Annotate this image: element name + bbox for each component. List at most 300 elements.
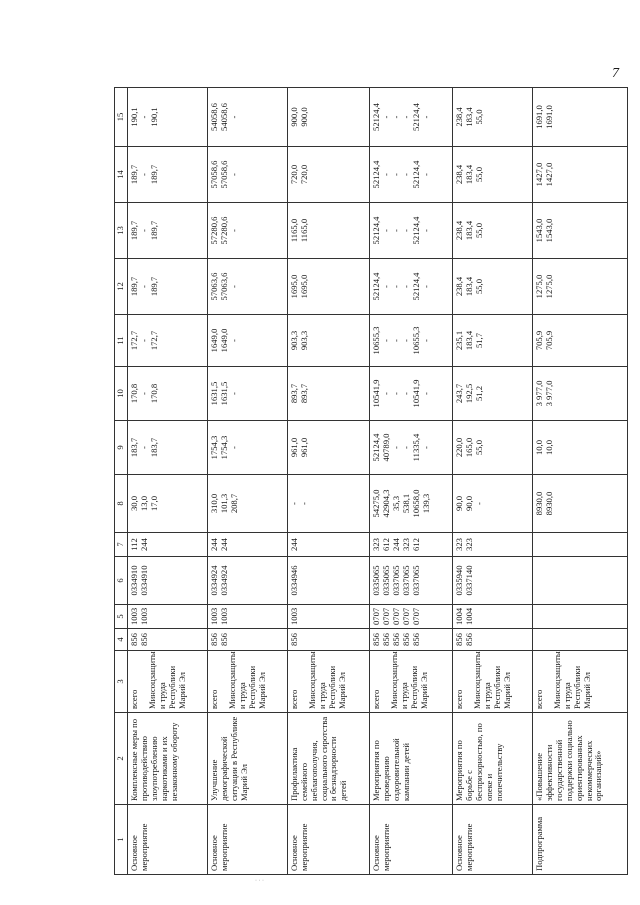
table-cell-col-8	[370, 475, 453, 533]
cell-line: 538,1	[401, 493, 412, 514]
cell-line: -	[401, 339, 412, 342]
cell-line: -	[421, 173, 432, 176]
row-type-cell: Основное мероприятие	[128, 805, 208, 875]
cell-line: -	[228, 339, 239, 342]
table-cell-col-12	[370, 259, 453, 315]
table-cell-col-13	[370, 203, 453, 259]
cell-line: 165,0	[464, 437, 475, 458]
header-cell: 5	[115, 605, 128, 629]
cell-line: 10655,3	[411, 326, 422, 355]
table-cell-col-8	[207, 475, 287, 533]
table-cell-col-7	[533, 533, 628, 557]
cell-line: всего	[371, 689, 382, 709]
header-cell: 7	[115, 533, 128, 557]
cell-line: 90,0	[464, 495, 475, 512]
table-cell-col-9	[533, 421, 628, 475]
cell-line: 856	[381, 633, 392, 646]
cell-line: 1427,0	[544, 162, 555, 187]
cell-line: 183,7	[149, 437, 159, 458]
header-cell: 13	[115, 203, 128, 259]
cell-line: 323	[401, 538, 412, 551]
table-row	[128, 88, 208, 875]
cell-line: 856	[288, 633, 299, 646]
table-cell-col-12	[287, 259, 369, 315]
header-cell: 11	[115, 315, 128, 367]
cell-line: 52124,4	[371, 216, 382, 245]
table-cell-col-5	[207, 605, 287, 629]
cell-line: 0707	[381, 607, 392, 625]
cell-line: 961,0	[288, 437, 299, 458]
cell-line: 1631,5	[208, 381, 219, 406]
cell-line: 189,7	[129, 276, 139, 297]
header-cell: 9	[115, 421, 128, 475]
table-cell-col-7	[453, 533, 533, 557]
table-cell-col-14	[453, 147, 533, 203]
table-cell-col-15	[370, 88, 453, 147]
table-cell-col-4	[287, 629, 369, 651]
cell-line: 52124,4	[371, 272, 382, 301]
cell-line: 1691,0	[544, 105, 555, 129]
cell-line: 0335065	[381, 565, 392, 596]
cell-line: 8930,0	[534, 491, 545, 516]
cell-line: -	[139, 115, 149, 119]
cell-line: -	[421, 229, 432, 232]
cell-line: 0337065	[411, 565, 422, 596]
table-cell-col-3	[207, 651, 287, 713]
cell-line: 10541,9	[411, 379, 422, 408]
cell-line: Минсоцзащиты и труда Республики Марий Эл	[306, 651, 347, 709]
cell-line: 893,7	[288, 383, 299, 404]
table-cell-col-14	[533, 147, 628, 203]
cell-line: -	[298, 502, 309, 505]
page-number: 7	[612, 66, 619, 81]
table-cell-col-12	[453, 259, 533, 315]
budget-table	[114, 87, 628, 875]
table-cell-col-6	[533, 557, 628, 605]
table-cell-col-14	[370, 147, 453, 203]
cell-line: 0337140	[464, 565, 475, 596]
table-row	[287, 88, 369, 875]
cell-line: 900,0	[298, 107, 309, 127]
table-cell-col-5	[453, 605, 533, 629]
cell-line: -	[421, 285, 432, 288]
cell-line: 52124,4	[411, 160, 422, 189]
cell-line: 0707	[411, 607, 422, 625]
header-cell: 6	[115, 557, 128, 605]
cell-line: всего	[288, 689, 299, 709]
cell-line: 0334910	[129, 565, 139, 596]
cell-line: 856	[401, 633, 412, 646]
cell-line: 856	[464, 633, 475, 646]
cell-line: -	[421, 115, 432, 119]
table-cell-col-9	[287, 421, 369, 475]
cell-line: -	[391, 339, 402, 342]
cell-line: 612	[411, 538, 422, 551]
header-cell: 15	[115, 88, 128, 147]
cell-line: 189,7	[129, 164, 139, 185]
cell-line: 3 977,0	[544, 380, 555, 407]
cell-line: 42904,3	[381, 489, 392, 518]
cell-line: 57280,6	[218, 216, 229, 245]
cell-line: 903,3	[298, 330, 309, 351]
cell-line: 856	[454, 633, 465, 646]
cell-line: 10655,3	[371, 326, 382, 355]
cell-line: 51,2	[474, 385, 485, 402]
cell-line: 1754,3	[218, 435, 229, 460]
cell-line: 170,8	[129, 383, 139, 404]
cell-line: 323	[454, 538, 465, 551]
table-cell-col-15	[453, 88, 533, 147]
row-title-cell: Мероприятия по проведению оздоровительной кампании детей	[370, 713, 453, 805]
cell-line: 52124,4	[371, 433, 382, 462]
cell-line: -	[139, 339, 149, 342]
table-cell-col-3	[533, 651, 628, 713]
cell-line: -	[391, 115, 402, 119]
table-cell-col-13	[533, 203, 628, 259]
cell-line: Минсоцзащиты и труда Республики Марий Эл	[389, 651, 429, 709]
cell-line: 244	[391, 538, 402, 551]
cell-line: -	[401, 115, 412, 119]
table-cell-col-4	[370, 629, 453, 651]
header-cell: 10	[115, 367, 128, 421]
table-cell-col-6	[287, 557, 369, 605]
cell-line: -	[288, 502, 299, 505]
cell-line: 55,0	[474, 109, 485, 125]
cell-line: 856	[371, 633, 382, 646]
cell-line: 244	[208, 538, 219, 551]
cell-line: 1003	[208, 607, 219, 625]
cell-line: -	[421, 339, 432, 342]
cell-line: 54058,6	[208, 103, 219, 131]
cell-line: 720,0	[288, 164, 299, 185]
cell-line: -	[421, 392, 432, 395]
cell-line: 35,3	[391, 495, 402, 512]
row-title-cell: «Повышение эффективности государственной поддержки социально ориентированных некоммерческих организаций»	[533, 713, 628, 805]
cell-line: всего	[534, 689, 545, 709]
cell-line: -	[228, 229, 239, 232]
table-cell-col-6	[128, 557, 208, 605]
cell-line: всего	[454, 689, 465, 709]
cell-line: 1691,0	[534, 105, 545, 129]
cell-line: 189,7	[149, 276, 159, 297]
cell-line: 189,7	[149, 220, 159, 241]
cell-line: -	[421, 446, 432, 449]
table-cell-col-3	[128, 651, 208, 713]
cell-line: -	[401, 392, 412, 395]
cell-line: 3 977,0	[534, 380, 545, 407]
table-cell-col-5	[128, 605, 208, 629]
cell-line: 55,0	[474, 439, 485, 456]
table-cell-col-12	[128, 259, 208, 315]
table-cell-col-7	[128, 533, 208, 557]
cell-line: 961,0	[298, 437, 309, 458]
cell-line: Минсоцзащиты и труда Республики Марий Эл	[472, 651, 512, 709]
cell-line: 54058,6	[218, 103, 229, 131]
table-cell-col-8	[287, 475, 369, 533]
cell-line: 1003	[218, 607, 229, 625]
cell-line: 1754,3	[208, 435, 219, 460]
table-cell-col-9	[453, 421, 533, 475]
cell-line: -	[139, 285, 149, 288]
table-cell-col-5	[533, 605, 628, 629]
cell-line: 55,0	[474, 222, 485, 239]
cell-line: 172,7	[149, 330, 159, 351]
cell-line: 244	[288, 538, 299, 551]
table-cell-col-4	[207, 629, 287, 651]
cell-line: -	[228, 173, 239, 176]
cell-line: 0707	[391, 607, 402, 625]
cell-line: 900,0	[288, 107, 299, 127]
table-cell-col-14	[287, 147, 369, 203]
cell-line: 1695,0	[288, 274, 299, 299]
header-cell: 14	[115, 147, 128, 203]
cell-line: 244	[218, 538, 229, 551]
cell-line: -	[391, 229, 402, 232]
cell-line: 190,1	[149, 107, 159, 127]
cell-line: 856	[208, 633, 219, 646]
table-cell-col-8	[533, 475, 628, 533]
cell-line: 1004	[464, 607, 475, 625]
rotated-table-area	[114, 88, 628, 875]
cell-line: 220,0	[454, 437, 465, 458]
table-rotation-wrapper	[114, 88, 628, 875]
cell-line: 52124,4	[411, 103, 422, 131]
table-row	[533, 88, 628, 875]
row-type-cell: Основное мероприятие	[207, 805, 287, 875]
cell-line: -	[228, 392, 239, 395]
cell-line: 183,4	[464, 276, 475, 297]
cell-line: 0334924	[218, 565, 229, 596]
table-cell-col-10	[128, 367, 208, 421]
cell-line: 1543,0	[534, 218, 545, 243]
cell-line: 0707	[401, 607, 412, 625]
cell-line: 17,0	[149, 495, 159, 512]
cell-line: 55,0	[474, 166, 485, 183]
table-cell-col-3	[453, 651, 533, 713]
table-cell-col-4	[128, 629, 208, 651]
table-cell-col-8	[128, 475, 208, 533]
cell-line: 30,0	[129, 495, 139, 512]
table-cell-col-9	[128, 421, 208, 475]
cell-line: 856	[218, 633, 229, 646]
cell-line: 40789,0	[381, 433, 392, 462]
cell-line: 52124,4	[411, 272, 422, 301]
table-cell-col-6	[453, 557, 533, 605]
row-title-cell: Профилактика семейного неблагополучия, социального сиротства и безнадзорности детей	[287, 713, 369, 805]
table-cell-col-3	[287, 651, 369, 713]
cell-line: -	[139, 229, 149, 232]
cell-line: -	[391, 446, 402, 449]
cell-line: 1003	[129, 607, 139, 625]
cell-line: 183,4	[464, 330, 475, 351]
cell-line: -	[401, 285, 412, 288]
cell-line: 1165,0	[288, 218, 299, 243]
cell-line: 183,4	[464, 220, 475, 241]
scan-mark: · · ·	[255, 878, 264, 884]
cell-line: 10,0	[534, 439, 545, 456]
table-cell-col-4	[453, 629, 533, 651]
cell-line: -	[139, 392, 149, 395]
table-cell-col-9	[370, 421, 453, 475]
row-title-cell: Улучшение демографической ситуации в Республике Марий Эл	[207, 713, 287, 805]
table-cell-col-15	[533, 88, 628, 147]
cell-line: 11335,4	[411, 433, 422, 462]
cell-line: 90,0	[454, 495, 465, 512]
cell-line: 10658,0	[411, 489, 422, 518]
cell-line: -	[228, 446, 239, 449]
table-cell-col-14	[207, 147, 287, 203]
cell-line: -	[139, 173, 149, 176]
table-cell-col-6	[207, 557, 287, 605]
cell-line: 57058,6	[218, 160, 229, 189]
table-cell-col-11	[287, 315, 369, 367]
cell-line: 1427,0	[534, 162, 545, 187]
table-cell-col-7	[370, 533, 453, 557]
cell-line: Минсоцзащиты и труда Республики Марий Эл	[552, 651, 592, 709]
cell-line: 1695,0	[298, 274, 309, 299]
table-cell-col-13	[128, 203, 208, 259]
cell-line: -	[381, 115, 392, 119]
cell-line: 856	[139, 633, 149, 646]
cell-line: -	[381, 392, 392, 395]
cell-line: 323	[464, 538, 475, 551]
row-type-cell: Подпрограмма	[533, 805, 628, 875]
table-cell-col-10	[370, 367, 453, 421]
cell-line: 720,0	[298, 164, 309, 185]
cell-line: 8930,0	[544, 491, 555, 516]
cell-line: 189,7	[129, 220, 139, 241]
table-cell-col-15	[128, 88, 208, 147]
cell-line: 10,0	[544, 439, 555, 456]
cell-line: 856	[391, 633, 402, 646]
header-cell: 4	[115, 629, 128, 651]
cell-line: 893,7	[298, 383, 309, 404]
table-row	[453, 88, 533, 875]
cell-line: -	[474, 502, 485, 505]
cell-line: 57063,6	[218, 272, 229, 301]
cell-line: 612	[381, 538, 392, 551]
cell-line: -	[381, 229, 392, 232]
cell-line: 183,4	[464, 107, 475, 127]
cell-line: 57280,6	[208, 216, 219, 245]
cell-line: 112	[129, 538, 139, 551]
cell-line: 903,3	[288, 330, 299, 351]
table-cell-col-12	[533, 259, 628, 315]
table-cell-col-14	[128, 147, 208, 203]
cell-line: -	[228, 115, 239, 119]
row-title-cell: Мероприятия по борьбе с беспризорностью, по опеке и попечительству	[453, 713, 533, 805]
cell-line: 705,9	[544, 330, 555, 351]
table-cell-col-13	[453, 203, 533, 259]
cell-line: 101,3	[218, 493, 229, 514]
cell-line: 1275,0	[534, 274, 545, 299]
cell-line: 10541,9	[371, 379, 382, 408]
cell-line: 54275,0	[371, 489, 382, 518]
table-cell-col-10	[453, 367, 533, 421]
cell-line: 183,7	[129, 437, 139, 458]
table-cell-col-10	[287, 367, 369, 421]
cell-line: -	[381, 285, 392, 288]
cell-line: 13,0	[139, 495, 149, 512]
header-cell: 2	[115, 713, 128, 805]
row-type-cell: Основное мероприятие	[453, 805, 533, 875]
cell-line: 52124,4	[371, 103, 382, 131]
header-cell: 1	[115, 805, 128, 875]
cell-line: -	[139, 446, 149, 449]
cell-line: 0707	[371, 607, 382, 625]
cell-line: 0334946	[288, 565, 299, 596]
cell-line: 0334924	[208, 565, 219, 596]
header-cell: 12	[115, 259, 128, 315]
cell-line: 1275,0	[544, 274, 555, 299]
row-type-cell: Основное мероприятие	[287, 805, 369, 875]
cell-line: 323	[371, 538, 382, 551]
cell-line: 856	[129, 633, 139, 646]
cell-line: 238,4	[454, 276, 465, 297]
cell-line: -	[401, 173, 412, 176]
cell-line: 52124,4	[371, 160, 382, 189]
table-cell-col-13	[207, 203, 287, 259]
cell-line: -	[381, 339, 392, 342]
table-row	[370, 88, 453, 875]
cell-line: 1004	[454, 607, 465, 625]
cell-line: 1649,0	[208, 328, 219, 353]
cell-line: -	[228, 285, 239, 288]
cell-line: 0334910	[139, 565, 149, 596]
cell-line: -	[401, 229, 412, 232]
table-cell-col-11	[128, 315, 208, 367]
cell-line: 192,5	[464, 383, 475, 404]
row-type-cell: Основное мероприятие	[370, 805, 453, 875]
table-cell-col-3	[370, 651, 453, 713]
cell-line: 172,7	[129, 330, 139, 351]
cell-line: 55,0	[474, 278, 485, 295]
cell-line: Минсоцзащиты и труда Республики Марий Эл	[226, 651, 267, 709]
table-cell-col-11	[453, 315, 533, 367]
cell-line: 238,4	[454, 220, 465, 241]
cell-line: 244	[139, 538, 149, 551]
header-row	[115, 88, 128, 875]
cell-line: 183,4	[464, 164, 475, 185]
table-cell-col-13	[287, 203, 369, 259]
table-cell-col-7	[287, 533, 369, 557]
table-cell-col-4	[533, 629, 628, 651]
cell-line: 52124,4	[411, 216, 422, 245]
cell-line: 1165,0	[298, 218, 309, 243]
cell-line: 0335940	[454, 565, 465, 596]
cell-line: 208,7	[228, 493, 239, 514]
cell-line: -	[391, 392, 402, 395]
cell-line: 238,4	[454, 164, 465, 185]
cell-line: 243,7	[454, 383, 465, 404]
table-cell-col-11	[207, 315, 287, 367]
cell-line: 139,3	[421, 493, 432, 514]
cell-line: всего	[208, 689, 219, 709]
cell-line: 310,0	[208, 493, 219, 514]
cell-line: 1543,0	[544, 218, 555, 243]
cell-line: 51,7	[474, 332, 485, 349]
table-cell-col-6	[370, 557, 453, 605]
table-cell-col-10	[533, 367, 628, 421]
row-title-cell: Комплексные меры по противодействию злоупотреблению наркотиками и их незаконному обороту	[128, 713, 208, 805]
cell-line: 57063,6	[208, 272, 219, 301]
cell-line: 0337065	[391, 565, 402, 596]
cell-line: 57058,6	[208, 160, 219, 189]
table-cell-col-11	[370, 315, 453, 367]
cell-line: -	[391, 285, 402, 288]
cell-line: 190,1	[129, 107, 139, 127]
cell-line: 705,9	[534, 330, 545, 351]
